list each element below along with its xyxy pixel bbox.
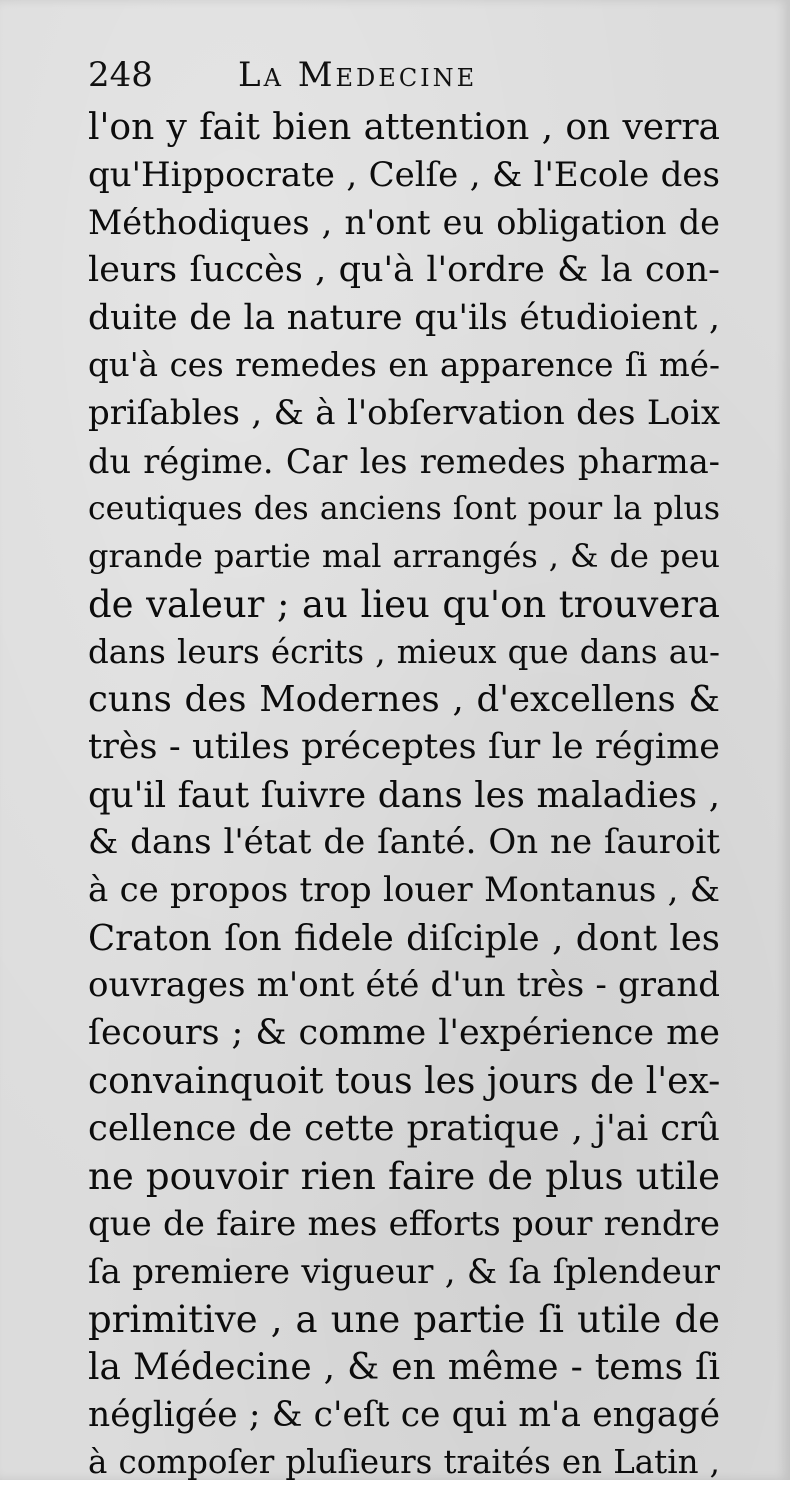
text-line: leurs ſuccès , qu'à l'ordre & la con- <box>88 250 720 291</box>
text-line: ne pouvoir rien faire de plus utile <box>88 1155 720 1199</box>
text-line: du régime. Car les remedes pharma- <box>88 441 720 481</box>
page-number: 248 <box>88 55 153 95</box>
text-line: Méthodiques , n'ont eu obligation de <box>88 203 720 243</box>
text-line: primitive , a une partie ſi utile de <box>88 1298 720 1342</box>
page-header <box>88 50 728 100</box>
text-line: l'on y fait bien attention , on verra <box>88 107 720 148</box>
text-line: que de faire mes efforts pour rendre <box>88 1203 720 1244</box>
text-line: Craton ſon fidele diſciple , dont les <box>88 917 720 959</box>
text-line: qu'Hippocrate , Celſe , & l'Ecole des <box>88 154 720 195</box>
text-line: la Médecine , & en même - tems ſi <box>88 1346 720 1388</box>
text-line: à compoſer pluſieurs traités en Latin , <box>88 1443 720 1482</box>
text-line: & dans l'état de ſanté. On ne ſauroit <box>88 822 720 863</box>
text-line: négligée ; & c'eſt ce qui m'a engagé <box>88 1394 720 1435</box>
text-line: dans leurs écrits , mieux que dans au- <box>88 632 720 671</box>
body-text <box>88 104 720 1487</box>
text-line: de valeur ; au lieu qu'on trouvera <box>88 582 720 626</box>
text-line: duite de la nature qu'ils étudioient , <box>88 297 720 338</box>
running-head: La Medecine <box>238 55 478 95</box>
text-line: priſables , & à l'obſervation des Loix <box>88 393 720 434</box>
text-line: ceutiques des anciens ſont pour la plus <box>88 490 720 527</box>
text-line: ſecours ; & comme l'expérience me <box>88 1013 720 1054</box>
text-line: très - utiles préceptes ſur le régime <box>88 726 720 767</box>
text-line: convainquoit tous les jours de l'ex- <box>88 1060 720 1102</box>
text-line: grande partie mal arrangés , & de peu <box>88 537 720 576</box>
text-line: qu'à ces remedes en apparence ſi mé- <box>88 346 720 385</box>
text-line: cellence de cette pratique , j'ai crû <box>88 1108 720 1150</box>
text-line: ſa premiere vigueur , & ſa ſplendeur <box>88 1251 720 1292</box>
text-line: à ce propos trop louer Montanus , & <box>88 870 720 910</box>
text-line: ouvrages m'ont été d'un très - grand <box>88 965 720 1006</box>
text-line: cuns des Modernes , d'excellens & <box>88 679 720 721</box>
text-line: qu'il faut ſuivre dans les maladies , <box>88 774 720 816</box>
